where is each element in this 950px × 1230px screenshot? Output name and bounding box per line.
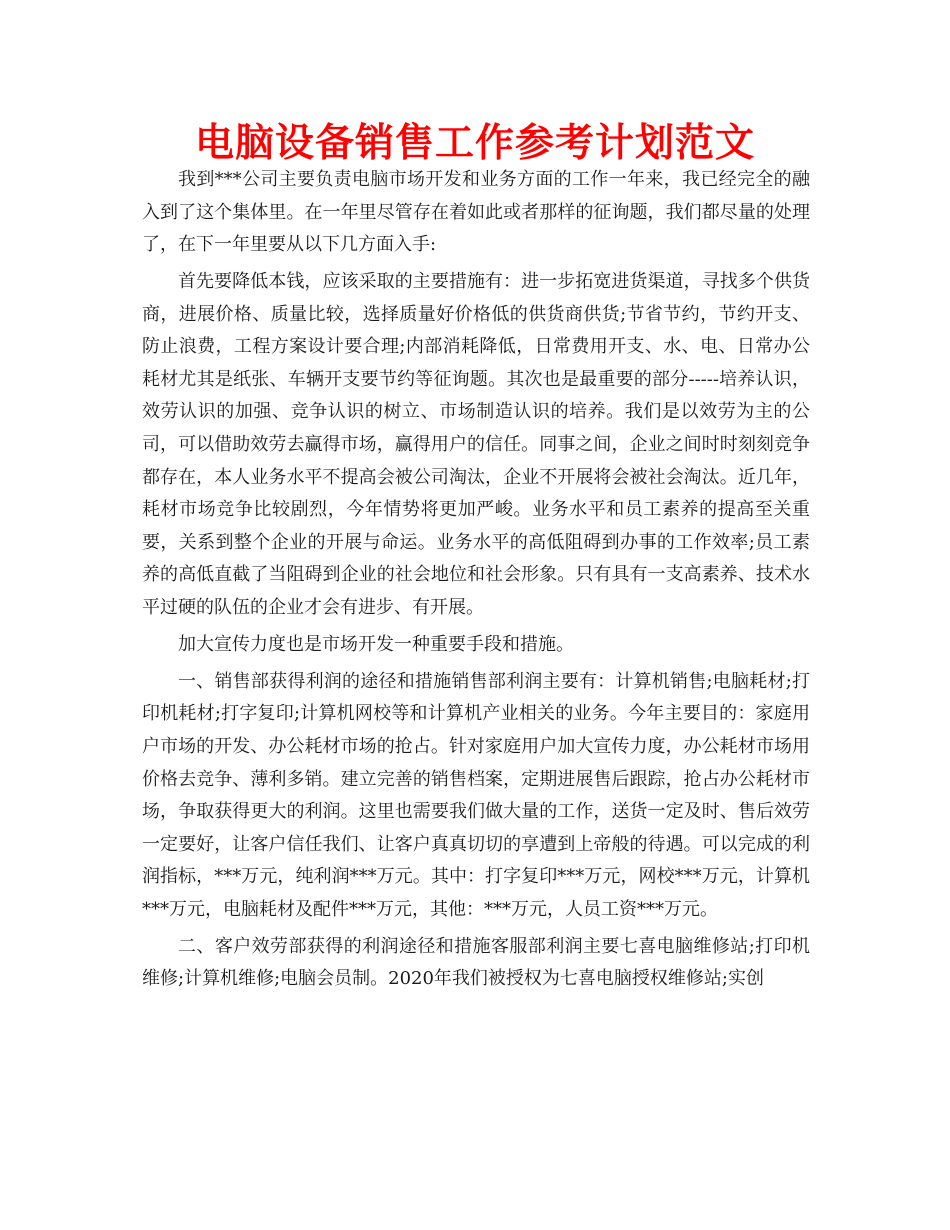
document-title: 电脑设备销售工作参考计划范文 xyxy=(194,121,755,166)
paragraph-sales-department: 一、销售部获得利润的途径和措施销售部利润主要有：计算机销售;电脑耗材;打印机耗材;打字复印;计算机网校等和计算机产业相关的业务。今年主要目的：家庭用户市场的开发、办公耗材市场的抢占。针对家庭用户加大宣传力度，办公耗材市场用价格去竞争、薄利多销。建立完善的销售档案，定期进展售后跟踪，抢占办公耗材市场，争取获得更大的利润。这里也需要我们做大量的工作，送货一定及时、售后效劳一定要好，让客户信任我们、让客户真真切切的享遭到上帝般的待遇。可以完成的利润指标，***万元，纯利润***万元。其中：打字复印***万元，网校***万元，计算机***万元，电脑耗材及配件***万元，其他：***万元，人员工资***万元。 xyxy=(142,670,810,920)
paragraph-intro: 我到***公司主要负责电脑市场开发和业务方面的工作一年来，我已经完全的融入到了这个集体里。在一年里尽管存在着如此或者那样的征询题，我们都尽量的处理了，在下一年里要从以下几方面入手: xyxy=(142,169,810,256)
paragraph-cost-reduction: 首先要降低本钱，应该采取的主要措施有：进一步拓宽进货渠道，寻找多个供货商，进展价格、质量比较，选择质量好价格低的供货商供货;节省节约，节约开支、防止浪费，工程方案设计要合理;内部消耗降低，日常费用开支、水、电、日常办公耗材尤其是纸张、车辆开支要节约等征询题。其次也是最重要的部分-----培养认识，效劳认识的加强、竞争认识的树立、市场制造认识的培养。我们是以效劳为主的公司，可以借助效劳去赢得市场，赢得用户的信任。同事之间，企业之间时时刻刻竞争都存在，本人业务水平不提高会被公司淘汰，企业不开展将会被社会淘汰。近几年，耗材市场竞争比较剧烈，今年情势将更加严峻。业务水平和员工素养的提高至关重要，关系到整个企业的开展与命运。业务水平的高低阻碍到办事的工作效率;员工素养的高低直截了当阻碍到企业的社会地位和社会形象。只有具有一支高素养、技术水平过硬的队伍的企业才会有进步、有开展。 xyxy=(142,271,810,619)
paragraph-publicity: 加大宣传力度也是市场开发一种重要手段和措施。 xyxy=(178,633,574,655)
paragraph-customer-service: 二、客户效劳部获得的利润途径和措施客服部利润主要七喜电脑维修站;打印机维修;计算机维修;电脑会员制。2020年我们被授权为七喜电脑授权维修站;实创 xyxy=(142,935,810,990)
document-body xyxy=(142,164,810,1000)
